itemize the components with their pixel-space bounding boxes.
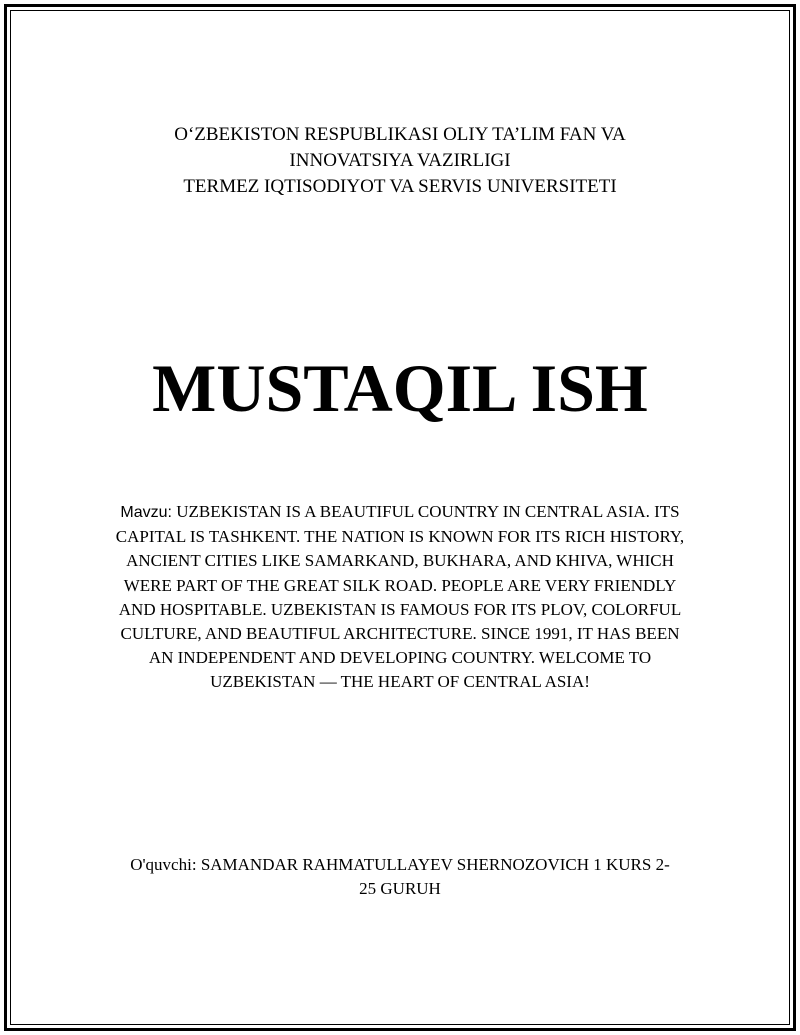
student-text: SAMANDAR RAHMATULLAYEV SHERNOZOVICH 1 KURS 2-25 GURUH bbox=[200, 855, 670, 898]
topic-label: Mavzu: bbox=[120, 504, 172, 521]
student-info bbox=[130, 853, 670, 901]
header-line-1: O‘ZBEKISTON RESPUBLIKASI OLIY TA’LIM FAN VA bbox=[174, 124, 626, 145]
topic-paragraph bbox=[110, 500, 690, 695]
topic-text: UZBEKISTAN IS A BEAUTIFUL COUNTRY IN CENTRAL ASIA. ITS CAPITAL IS TASHKENT. THE NATION IS KNOWN FOR ITS RICH HISTORY, ANCIENT CITIES LIKE SAMARKAND, BUKHARA, AND KHIVA, WHICH WERE PART OF THE GREAT SILK ROAD. PEOPLE ARE VERY FRIENDLY AND HOSPITABLE. UZBEKISTAN IS FAMOUS FOR ITS PLOV, COLORFUL CULTURE, AND BEAUTIFUL ARCHITECTURE. SINCE 1991, IT HAS BEEN AN INDEPENDENT AND DEVELOPING COUNTRY. WELCOME TO UZBEKISTAN — THE HEART OF CENTRAL ASIA! bbox=[115, 502, 685, 692]
header-line-3: TERMEZ IQTISODIYOT VA SERVIS UNIVERSITETI bbox=[183, 176, 617, 197]
header-line-2: INNOVATSIYA VAZIRLIGI bbox=[289, 150, 511, 171]
institution-header bbox=[100, 122, 700, 200]
document-title: MUSTAQIL ISH bbox=[152, 350, 648, 426]
student-label: O'quvchi: bbox=[130, 855, 197, 874]
